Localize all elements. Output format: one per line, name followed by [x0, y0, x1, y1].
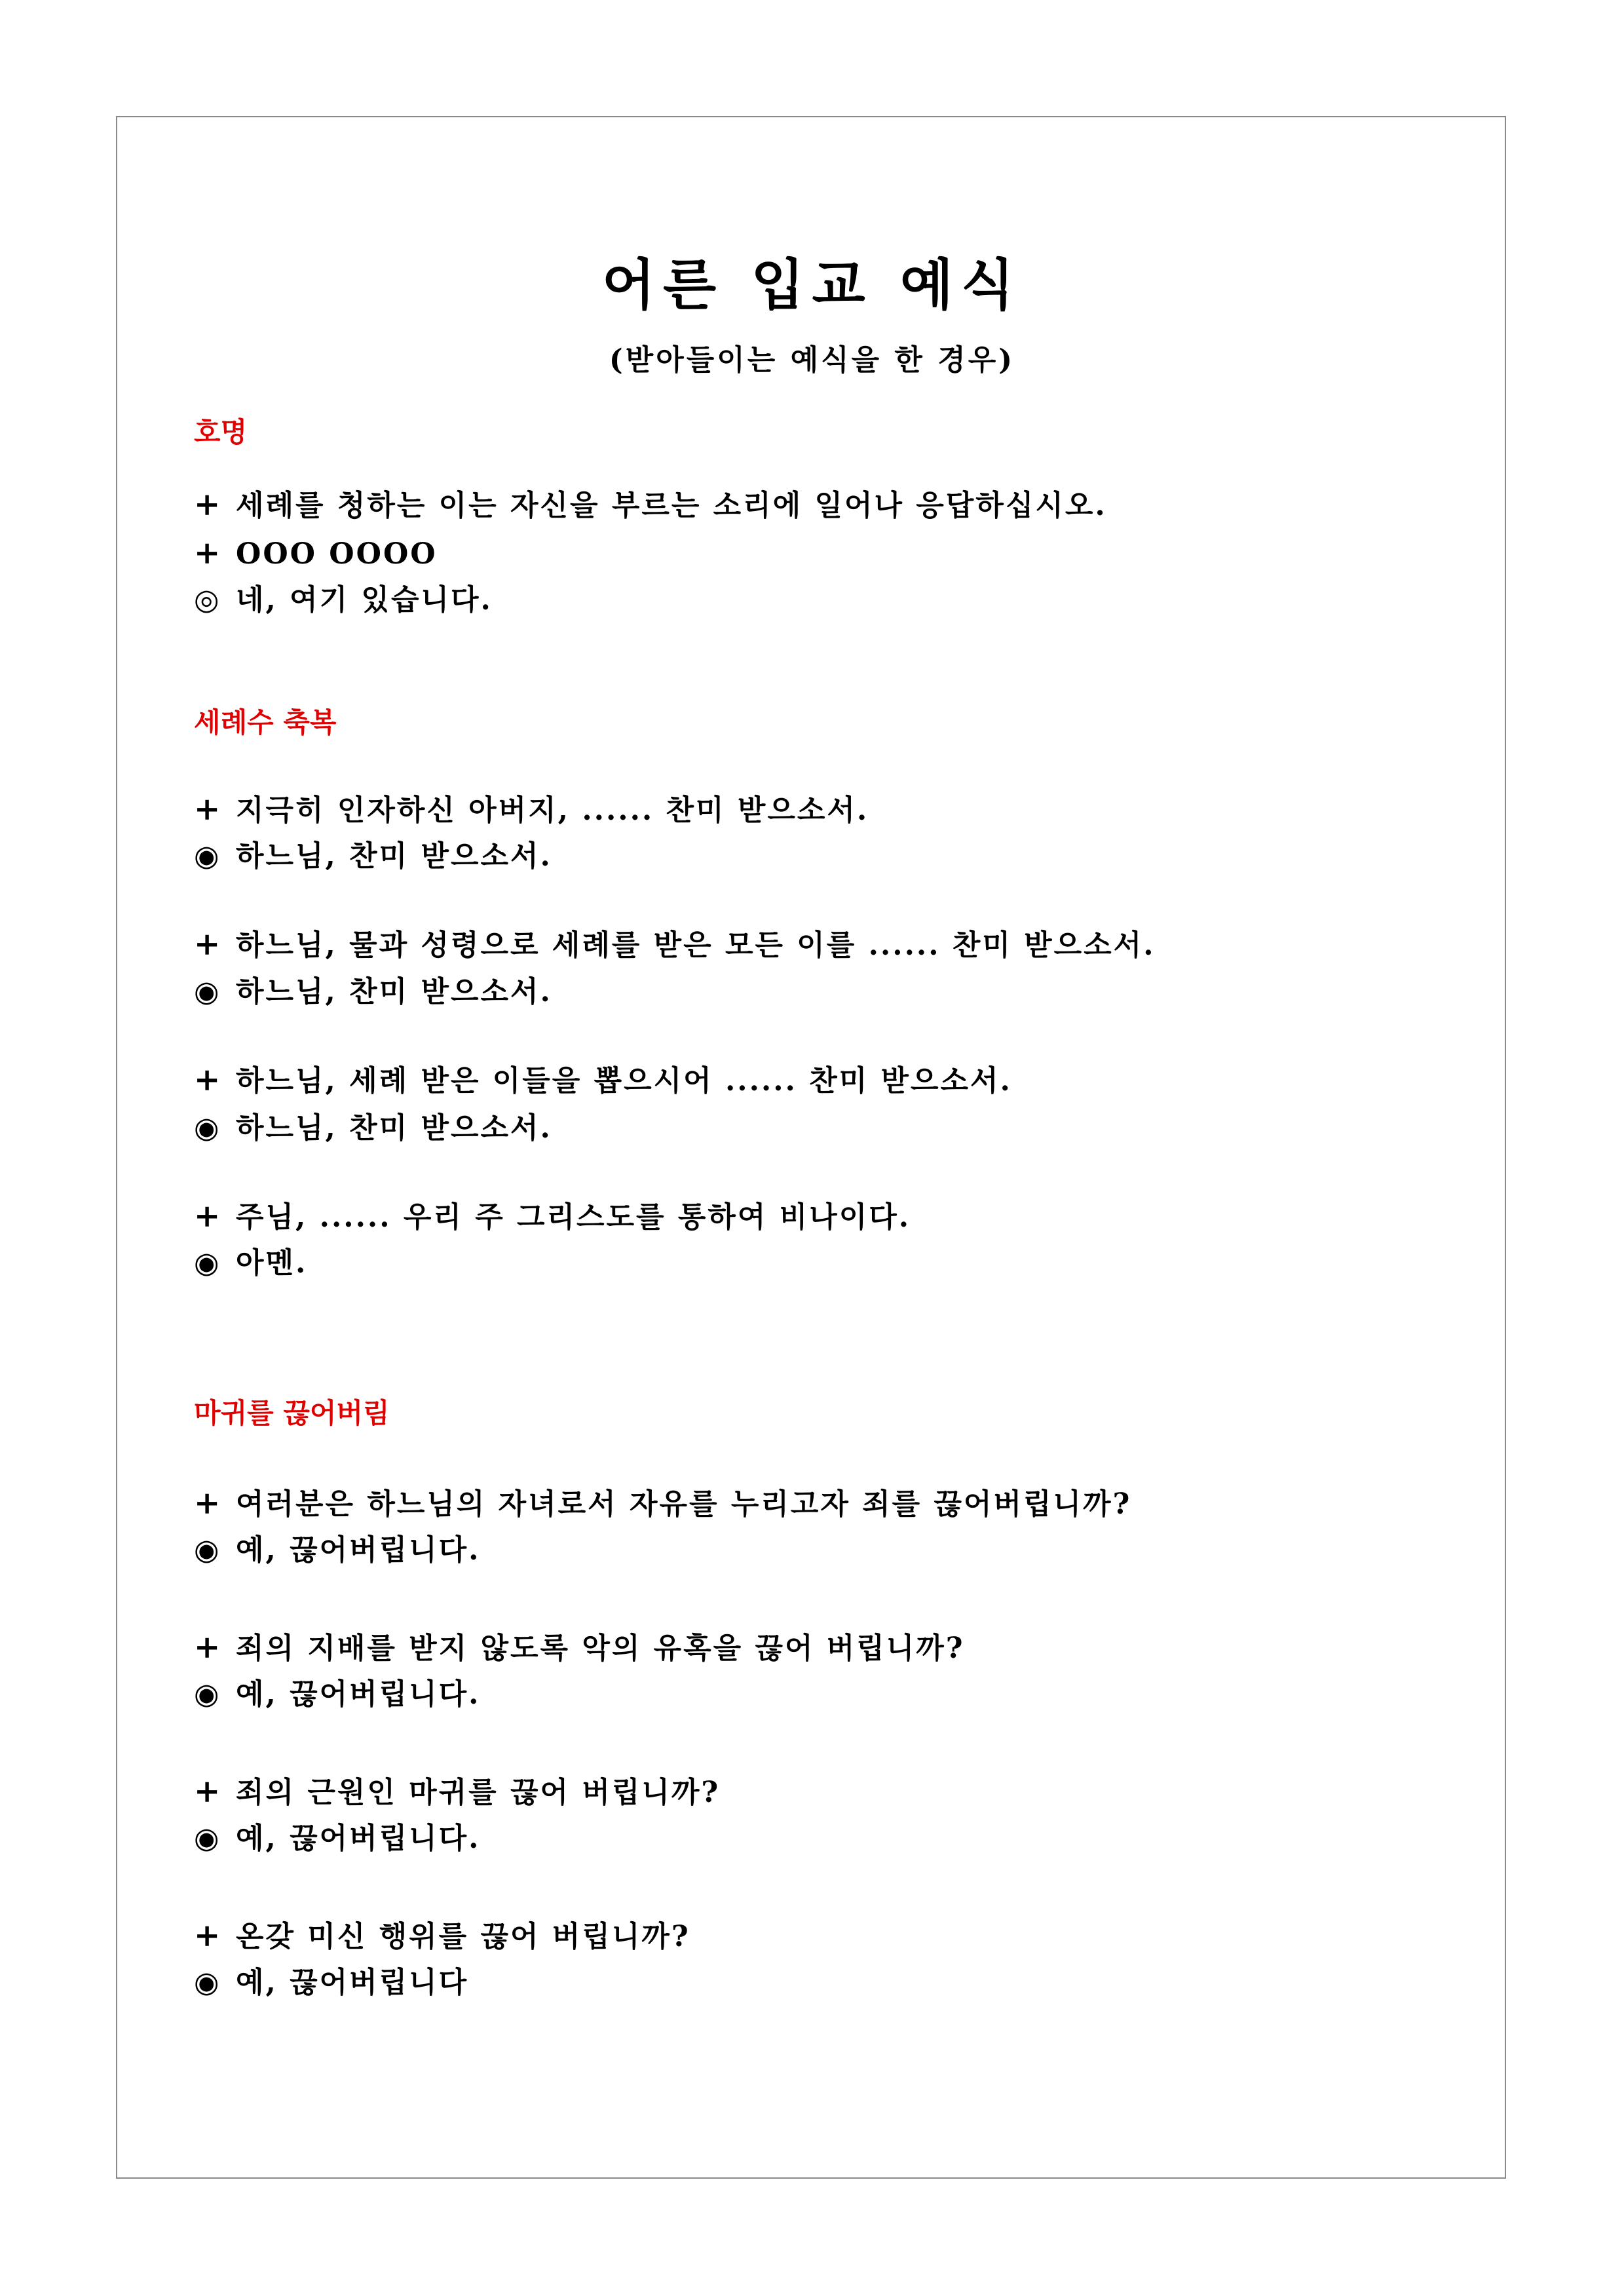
- liturgy-line: [194, 485, 1107, 526]
- priest-marker: +: [194, 791, 223, 828]
- liturgy-line: [194, 1060, 1012, 1101]
- liturgy-line: [194, 581, 493, 620]
- line-text: 하느님, 찬미 받으소서.: [236, 1111, 552, 1145]
- line-text: 여러분은 하느님의 자녀로서 자유를 누리고자 죄를 끊어버립니까?: [236, 1487, 1132, 1521]
- response-marker: ◉: [194, 1533, 221, 1567]
- response-marker: ◉: [194, 975, 221, 1008]
- response-marker: ◉: [194, 1246, 221, 1280]
- liturgy-line: [194, 1628, 965, 1668]
- response-marker: ◉: [194, 1822, 221, 1855]
- line-text: 지극히 인자하신 아버지, ...... 찬미 받으소서.: [236, 794, 869, 827]
- line-text: 죄의 지배를 받지 않도록 악의 유혹을 끊어 버립니까?: [236, 1632, 965, 1665]
- section-heading-water-blessing: 세례수 축복: [194, 706, 337, 738]
- line-text: 하느님, 찬미 받으소서.: [236, 839, 552, 873]
- liturgy-line: [194, 1109, 552, 1148]
- line-text: OOO OOOO: [236, 537, 438, 571]
- line-text: 예, 끊어버립니다.: [236, 1822, 481, 1855]
- priest-marker: +: [194, 1773, 223, 1810]
- priest-marker: +: [194, 486, 223, 523]
- liturgy-line: [194, 972, 552, 1012]
- line-text: 세례를 청하는 이는 자신을 부르는 소리에 일어나 응답하십시오.: [236, 489, 1107, 522]
- section-heading-renunciation: 마귀를 끊어버림: [194, 1397, 390, 1429]
- line-text: 예, 끊어버립니다.: [236, 1533, 481, 1567]
- line-text: 온갖 미신 행위를 끊어 버립니까?: [236, 1920, 690, 1953]
- liturgy-line: [194, 925, 1156, 965]
- liturgy-line: [194, 1963, 468, 2002]
- response-marker: ◉: [194, 839, 221, 873]
- page-title: 어른 입교 예식: [601, 252, 1023, 317]
- priest-marker: +: [194, 535, 223, 571]
- priest-marker: +: [194, 1198, 223, 1234]
- section-heading-calling: 호명: [194, 416, 248, 448]
- priest-marker: +: [194, 926, 223, 963]
- line-text: 주님, ...... 우리 주 그리스도를 통하여 비나이다.: [236, 1200, 911, 1234]
- liturgy-line: [194, 790, 869, 830]
- response-marker: ◉: [194, 1677, 221, 1711]
- line-text: 예, 끊어버립니다: [236, 1966, 469, 1999]
- line-text: 하느님, 세례 받은 이들을 뽑으시어 ...... 찬미 받으소서.: [236, 1064, 1012, 1098]
- priest-marker: +: [194, 1629, 223, 1666]
- line-text: 죄의 근원인 마귀를 끊어 버립니까?: [236, 1776, 721, 1809]
- liturgy-line: [194, 533, 438, 574]
- priest-marker: +: [194, 1485, 223, 1521]
- response-marker: ◉: [194, 1966, 221, 1999]
- response-marker: ◎: [194, 583, 221, 617]
- line-text: 아멘.: [236, 1246, 308, 1280]
- page-subtitle: (받아들이는 예식을 한 경우): [609, 343, 1015, 377]
- response-marker: ◉: [194, 1111, 221, 1145]
- liturgy-line: [194, 1483, 1131, 1524]
- liturgy-line: [194, 1531, 480, 1570]
- priest-marker: +: [194, 1062, 223, 1098]
- liturgy-line: [194, 1819, 480, 1858]
- line-text: 네, 여기 있습니다.: [236, 583, 493, 617]
- line-text: 하느님, 물과 성령으로 세례를 받은 모든 이를 ...... 찬미 받으소서.: [236, 928, 1156, 962]
- liturgy-line: [194, 1196, 911, 1237]
- liturgy-line: [194, 837, 552, 876]
- line-text: 하느님, 찬미 받으소서.: [236, 975, 552, 1008]
- liturgy-line: [194, 1916, 690, 1957]
- liturgy-line: [194, 1244, 307, 1283]
- priest-marker: +: [194, 1917, 223, 1954]
- line-text: 예, 끊어버립니다.: [236, 1677, 481, 1711]
- liturgy-line: [194, 1772, 720, 1812]
- liturgy-line: [194, 1675, 480, 1714]
